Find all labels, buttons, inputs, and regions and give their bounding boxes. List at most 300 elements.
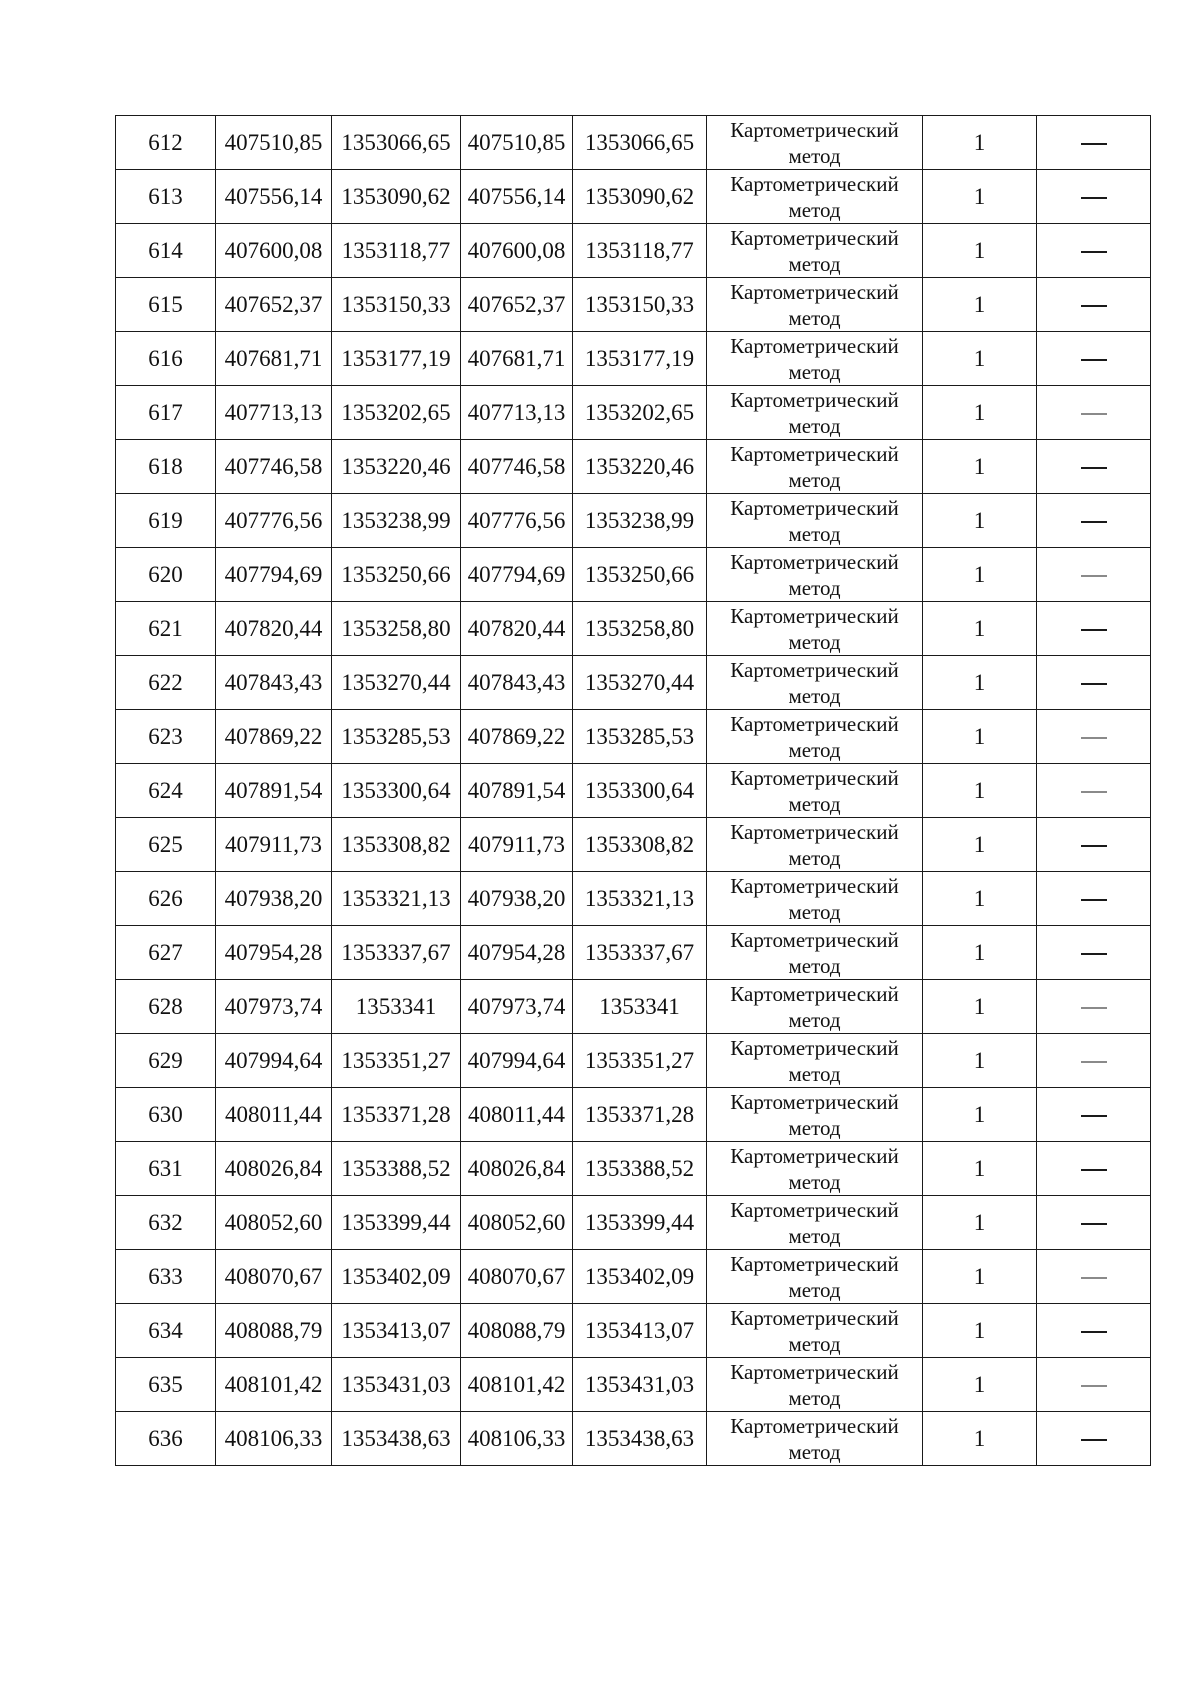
existing-x-cell: 407911,73 (216, 818, 332, 872)
accuracy-cell: 1 (923, 764, 1037, 818)
table-row (116, 278, 1151, 332)
existing-x-cell: 407869,22 (216, 710, 332, 764)
accuracy-cell: 1 (923, 224, 1037, 278)
method-line-2: метод (788, 1061, 841, 1086)
method-line-1: Картометрический (730, 171, 899, 196)
dash-mark (1081, 251, 1107, 253)
table-row (116, 656, 1151, 710)
refined-y-cell: 1353177,19 (573, 332, 707, 386)
point-number-cell: 617 (116, 386, 216, 440)
method-cell (707, 710, 923, 764)
accuracy-cell: 1 (923, 926, 1037, 980)
table-row (116, 1250, 1151, 1304)
existing-x-cell: 407556,14 (216, 170, 332, 224)
refined-y-cell: 1353270,44 (573, 656, 707, 710)
method-line-2: метод (788, 1223, 841, 1248)
method-cell (707, 224, 923, 278)
table-row (116, 1304, 1151, 1358)
point-number-cell: 614 (116, 224, 216, 278)
method-cell (707, 1088, 923, 1142)
dash-mark (1081, 683, 1107, 685)
method-line-2: метод (788, 575, 841, 600)
existing-y-cell: 1353431,03 (332, 1358, 461, 1412)
accuracy-cell: 1 (923, 1358, 1037, 1412)
existing-x-cell: 407973,74 (216, 980, 332, 1034)
dash-mark (1081, 1007, 1107, 1009)
point-number-cell: 621 (116, 602, 216, 656)
existing-x-cell: 407713,13 (216, 386, 332, 440)
method-line-1: Картометрический (730, 765, 899, 790)
refined-x-cell: 407973,74 (461, 980, 573, 1034)
existing-y-cell: 1353341 (332, 980, 461, 1034)
refined-x-cell: 408106,33 (461, 1412, 573, 1466)
refined-x-cell: 408026,84 (461, 1142, 573, 1196)
dash-mark (1081, 1439, 1107, 1441)
existing-y-cell: 1353118,77 (332, 224, 461, 278)
point-number-cell: 635 (116, 1358, 216, 1412)
refined-y-cell: 1353321,13 (573, 872, 707, 926)
refined-x-cell: 407794,69 (461, 548, 573, 602)
existing-x-cell: 407938,20 (216, 872, 332, 926)
refined-x-cell: 407652,37 (461, 278, 573, 332)
dash-mark (1081, 791, 1107, 793)
existing-x-cell: 407510,85 (216, 116, 332, 170)
refined-y-cell: 1353388,52 (573, 1142, 707, 1196)
dash-mark (1081, 467, 1107, 469)
method-line-2: метод (788, 899, 841, 924)
point-number-cell: 631 (116, 1142, 216, 1196)
accuracy-cell: 1 (923, 116, 1037, 170)
existing-x-cell: 407843,43 (216, 656, 332, 710)
accuracy-cell: 1 (923, 710, 1037, 764)
point-number-cell: 624 (116, 764, 216, 818)
method-line-2: метод (788, 1007, 841, 1032)
method-line-1: Картометрический (730, 333, 899, 358)
note-cell (1037, 1304, 1151, 1358)
refined-y-cell: 1353066,65 (573, 116, 707, 170)
point-number-cell: 625 (116, 818, 216, 872)
accuracy-cell: 1 (923, 278, 1037, 332)
method-cell (707, 764, 923, 818)
note-cell (1037, 602, 1151, 656)
method-cell (707, 1412, 923, 1466)
method-cell (707, 1304, 923, 1358)
refined-y-cell: 1353118,77 (573, 224, 707, 278)
method-line-1: Картометрический (730, 873, 899, 898)
accuracy-cell: 1 (923, 656, 1037, 710)
method-line-1: Картометрический (730, 981, 899, 1006)
method-line-1: Картометрический (730, 495, 899, 520)
existing-y-cell: 1353270,44 (332, 656, 461, 710)
refined-y-cell: 1353371,28 (573, 1088, 707, 1142)
existing-y-cell: 1353220,46 (332, 440, 461, 494)
accuracy-cell: 1 (923, 1142, 1037, 1196)
refined-y-cell: 1353308,82 (573, 818, 707, 872)
refined-y-cell: 1353337,67 (573, 926, 707, 980)
method-line-2: метод (788, 197, 841, 222)
note-cell (1037, 980, 1151, 1034)
accuracy-cell: 1 (923, 872, 1037, 926)
table-row (116, 332, 1151, 386)
dash-mark (1081, 899, 1107, 901)
refined-y-cell: 1353300,64 (573, 764, 707, 818)
method-line-1: Картометрический (730, 657, 899, 682)
dash-mark (1081, 1169, 1107, 1171)
note-cell (1037, 332, 1151, 386)
table-row (116, 980, 1151, 1034)
dash-mark (1081, 413, 1107, 415)
note-cell (1037, 1196, 1151, 1250)
point-number-cell: 615 (116, 278, 216, 332)
method-line-2: метод (788, 1169, 841, 1194)
table-row (116, 1358, 1151, 1412)
method-cell (707, 980, 923, 1034)
table-row (116, 224, 1151, 278)
table-row (116, 872, 1151, 926)
method-line-2: метод (788, 467, 841, 492)
note-cell (1037, 278, 1151, 332)
refined-x-cell: 407843,43 (461, 656, 573, 710)
existing-x-cell: 408088,79 (216, 1304, 332, 1358)
note-cell (1037, 1358, 1151, 1412)
existing-y-cell: 1353399,44 (332, 1196, 461, 1250)
point-number-cell: 628 (116, 980, 216, 1034)
note-cell (1037, 224, 1151, 278)
refined-y-cell: 1353413,07 (573, 1304, 707, 1358)
refined-x-cell: 408070,67 (461, 1250, 573, 1304)
existing-y-cell: 1353258,80 (332, 602, 461, 656)
dash-mark (1081, 1385, 1107, 1387)
method-line-2: метод (788, 1439, 841, 1464)
existing-x-cell: 407652,37 (216, 278, 332, 332)
refined-x-cell: 408088,79 (461, 1304, 573, 1358)
refined-y-cell: 1353399,44 (573, 1196, 707, 1250)
dash-mark (1081, 1061, 1107, 1063)
note-cell (1037, 926, 1151, 980)
refined-y-cell: 1353220,46 (573, 440, 707, 494)
table-row (116, 1196, 1151, 1250)
table-row (116, 710, 1151, 764)
refined-x-cell: 408052,60 (461, 1196, 573, 1250)
refined-y-cell: 1353150,33 (573, 278, 707, 332)
method-line-2: метод (788, 737, 841, 762)
refined-y-cell: 1353238,99 (573, 494, 707, 548)
method-line-1: Картометрический (730, 1413, 899, 1438)
refined-x-cell: 407938,20 (461, 872, 573, 926)
existing-x-cell: 407681,71 (216, 332, 332, 386)
refined-x-cell: 407556,14 (461, 170, 573, 224)
method-cell (707, 278, 923, 332)
table-row (116, 602, 1151, 656)
point-number-cell: 620 (116, 548, 216, 602)
existing-y-cell: 1353321,13 (332, 872, 461, 926)
method-line-1: Картометрический (730, 549, 899, 574)
method-cell (707, 926, 923, 980)
table-row (116, 170, 1151, 224)
method-cell (707, 494, 923, 548)
method-cell (707, 1142, 923, 1196)
dash-mark (1081, 305, 1107, 307)
coordinates-table (115, 115, 1151, 1466)
method-line-2: метод (788, 1385, 841, 1410)
refined-x-cell: 407600,08 (461, 224, 573, 278)
point-number-cell: 612 (116, 116, 216, 170)
method-line-2: метод (788, 629, 841, 654)
dash-mark (1081, 1277, 1107, 1279)
note-cell (1037, 494, 1151, 548)
existing-y-cell: 1353090,62 (332, 170, 461, 224)
existing-x-cell: 407794,69 (216, 548, 332, 602)
point-number-cell: 618 (116, 440, 216, 494)
method-line-1: Картометрический (730, 927, 899, 952)
dash-mark (1081, 629, 1107, 631)
existing-y-cell: 1353413,07 (332, 1304, 461, 1358)
point-number-cell: 627 (116, 926, 216, 980)
existing-x-cell: 407891,54 (216, 764, 332, 818)
table-row (116, 494, 1151, 548)
method-cell (707, 332, 923, 386)
table-row (116, 1088, 1151, 1142)
method-cell (707, 818, 923, 872)
note-cell (1037, 548, 1151, 602)
table-row (116, 926, 1151, 980)
refined-x-cell: 407954,28 (461, 926, 573, 980)
dash-mark (1081, 359, 1107, 361)
method-cell (707, 548, 923, 602)
accuracy-cell: 1 (923, 386, 1037, 440)
accuracy-cell: 1 (923, 440, 1037, 494)
method-line-1: Картометрический (730, 1197, 899, 1222)
accuracy-cell: 1 (923, 494, 1037, 548)
table-row (116, 116, 1151, 170)
accuracy-cell: 1 (923, 170, 1037, 224)
accuracy-cell: 1 (923, 1196, 1037, 1250)
accuracy-cell: 1 (923, 1250, 1037, 1304)
dash-mark (1081, 1223, 1107, 1225)
note-cell (1037, 872, 1151, 926)
method-line-1: Картометрический (730, 1251, 899, 1276)
refined-y-cell: 1353250,66 (573, 548, 707, 602)
method-line-1: Картометрический (730, 1305, 899, 1330)
note-cell (1037, 1412, 1151, 1466)
existing-y-cell: 1353438,63 (332, 1412, 461, 1466)
table-row (116, 440, 1151, 494)
method-line-2: метод (788, 1331, 841, 1356)
existing-x-cell: 407776,56 (216, 494, 332, 548)
table-row (116, 818, 1151, 872)
table-row (116, 548, 1151, 602)
method-cell (707, 170, 923, 224)
dash-mark (1081, 575, 1107, 577)
method-line-1: Картометрический (730, 1089, 899, 1114)
refined-y-cell: 1353341 (573, 980, 707, 1034)
existing-y-cell: 1353066,65 (332, 116, 461, 170)
method-line-1: Картометрический (730, 117, 899, 142)
method-line-1: Картометрический (730, 1035, 899, 1060)
existing-y-cell: 1353150,33 (332, 278, 461, 332)
method-line-1: Картометрический (730, 225, 899, 250)
note-cell (1037, 818, 1151, 872)
method-cell (707, 656, 923, 710)
note-cell (1037, 170, 1151, 224)
existing-y-cell: 1353250,66 (332, 548, 461, 602)
note-cell (1037, 764, 1151, 818)
existing-y-cell: 1353308,82 (332, 818, 461, 872)
method-cell (707, 1196, 923, 1250)
refined-x-cell: 407681,71 (461, 332, 573, 386)
method-line-2: метод (788, 1115, 841, 1140)
refined-x-cell: 407869,22 (461, 710, 573, 764)
note-cell (1037, 116, 1151, 170)
note-cell (1037, 1250, 1151, 1304)
dash-mark (1081, 143, 1107, 145)
existing-x-cell: 408052,60 (216, 1196, 332, 1250)
method-line-2: метод (788, 413, 841, 438)
existing-y-cell: 1353285,53 (332, 710, 461, 764)
table-body (116, 116, 1151, 1466)
refined-x-cell: 407891,54 (461, 764, 573, 818)
dash-mark (1081, 737, 1107, 739)
method-cell (707, 386, 923, 440)
method-line-2: метод (788, 791, 841, 816)
note-cell (1037, 656, 1151, 710)
refined-x-cell: 407994,64 (461, 1034, 573, 1088)
existing-x-cell: 407954,28 (216, 926, 332, 980)
table-row (116, 764, 1151, 818)
point-number-cell: 633 (116, 1250, 216, 1304)
existing-y-cell: 1353177,19 (332, 332, 461, 386)
dash-mark (1081, 1331, 1107, 1333)
method-cell (707, 602, 923, 656)
existing-x-cell: 407994,64 (216, 1034, 332, 1088)
accuracy-cell: 1 (923, 1412, 1037, 1466)
method-line-2: метод (788, 683, 841, 708)
method-line-2: метод (788, 251, 841, 276)
refined-y-cell: 1353285,53 (573, 710, 707, 764)
table-row (116, 1034, 1151, 1088)
method-line-1: Картометрический (730, 819, 899, 844)
accuracy-cell: 1 (923, 1034, 1037, 1088)
refined-x-cell: 407510,85 (461, 116, 573, 170)
accuracy-cell: 1 (923, 1304, 1037, 1358)
method-line-1: Картометрический (730, 603, 899, 628)
method-cell (707, 116, 923, 170)
existing-y-cell: 1353202,65 (332, 386, 461, 440)
existing-x-cell: 408011,44 (216, 1088, 332, 1142)
point-number-cell: 619 (116, 494, 216, 548)
method-line-1: Картометрический (730, 1359, 899, 1384)
note-cell (1037, 440, 1151, 494)
existing-y-cell: 1353388,52 (332, 1142, 461, 1196)
point-number-cell: 613 (116, 170, 216, 224)
dash-mark (1081, 845, 1107, 847)
dash-mark (1081, 1115, 1107, 1117)
dash-mark (1081, 197, 1107, 199)
existing-y-cell: 1353300,64 (332, 764, 461, 818)
refined-x-cell: 408011,44 (461, 1088, 573, 1142)
existing-x-cell: 408026,84 (216, 1142, 332, 1196)
method-cell (707, 1358, 923, 1412)
method-line-2: метод (788, 1277, 841, 1302)
accuracy-cell: 1 (923, 818, 1037, 872)
accuracy-cell: 1 (923, 1088, 1037, 1142)
existing-y-cell: 1353238,99 (332, 494, 461, 548)
existing-x-cell: 408101,42 (216, 1358, 332, 1412)
accuracy-cell: 1 (923, 548, 1037, 602)
method-line-1: Картометрический (730, 441, 899, 466)
existing-x-cell: 407600,08 (216, 224, 332, 278)
note-cell (1037, 1034, 1151, 1088)
refined-y-cell: 1353431,03 (573, 1358, 707, 1412)
existing-y-cell: 1353337,67 (332, 926, 461, 980)
dash-mark (1081, 953, 1107, 955)
refined-x-cell: 407713,13 (461, 386, 573, 440)
refined-x-cell: 407820,44 (461, 602, 573, 656)
refined-y-cell: 1353438,63 (573, 1412, 707, 1466)
table-row (116, 1412, 1151, 1466)
refined-y-cell: 1353202,65 (573, 386, 707, 440)
refined-y-cell: 1353402,09 (573, 1250, 707, 1304)
method-line-1: Картометрический (730, 387, 899, 412)
method-line-2: метод (788, 359, 841, 384)
accuracy-cell: 1 (923, 980, 1037, 1034)
method-line-1: Картометрический (730, 279, 899, 304)
note-cell (1037, 1142, 1151, 1196)
existing-x-cell: 408106,33 (216, 1412, 332, 1466)
note-cell (1037, 386, 1151, 440)
point-number-cell: 632 (116, 1196, 216, 1250)
method-line-1: Картометрический (730, 711, 899, 736)
dash-mark (1081, 521, 1107, 523)
method-line-2: метод (788, 521, 841, 546)
existing-x-cell: 408070,67 (216, 1250, 332, 1304)
table-row (116, 386, 1151, 440)
method-cell (707, 1250, 923, 1304)
point-number-cell: 616 (116, 332, 216, 386)
point-number-cell: 630 (116, 1088, 216, 1142)
point-number-cell: 634 (116, 1304, 216, 1358)
point-number-cell: 629 (116, 1034, 216, 1088)
point-number-cell: 622 (116, 656, 216, 710)
note-cell (1037, 710, 1151, 764)
existing-y-cell: 1353371,28 (332, 1088, 461, 1142)
accuracy-cell: 1 (923, 602, 1037, 656)
existing-y-cell: 1353402,09 (332, 1250, 461, 1304)
method-line-2: метод (788, 305, 841, 330)
table-row (116, 1142, 1151, 1196)
refined-x-cell: 407746,58 (461, 440, 573, 494)
point-number-cell: 636 (116, 1412, 216, 1466)
method-line-2: метод (788, 845, 841, 870)
method-cell (707, 1034, 923, 1088)
note-cell (1037, 1088, 1151, 1142)
refined-x-cell: 407776,56 (461, 494, 573, 548)
existing-x-cell: 407820,44 (216, 602, 332, 656)
refined-y-cell: 1353258,80 (573, 602, 707, 656)
refined-x-cell: 407911,73 (461, 818, 573, 872)
method-cell (707, 440, 923, 494)
refined-x-cell: 408101,42 (461, 1358, 573, 1412)
accuracy-cell: 1 (923, 332, 1037, 386)
refined-y-cell: 1353090,62 (573, 170, 707, 224)
point-number-cell: 623 (116, 710, 216, 764)
refined-y-cell: 1353351,27 (573, 1034, 707, 1088)
method-line-2: метод (788, 953, 841, 978)
existing-y-cell: 1353351,27 (332, 1034, 461, 1088)
method-line-1: Картометрический (730, 1143, 899, 1168)
method-line-2: метод (788, 143, 841, 168)
method-cell (707, 872, 923, 926)
